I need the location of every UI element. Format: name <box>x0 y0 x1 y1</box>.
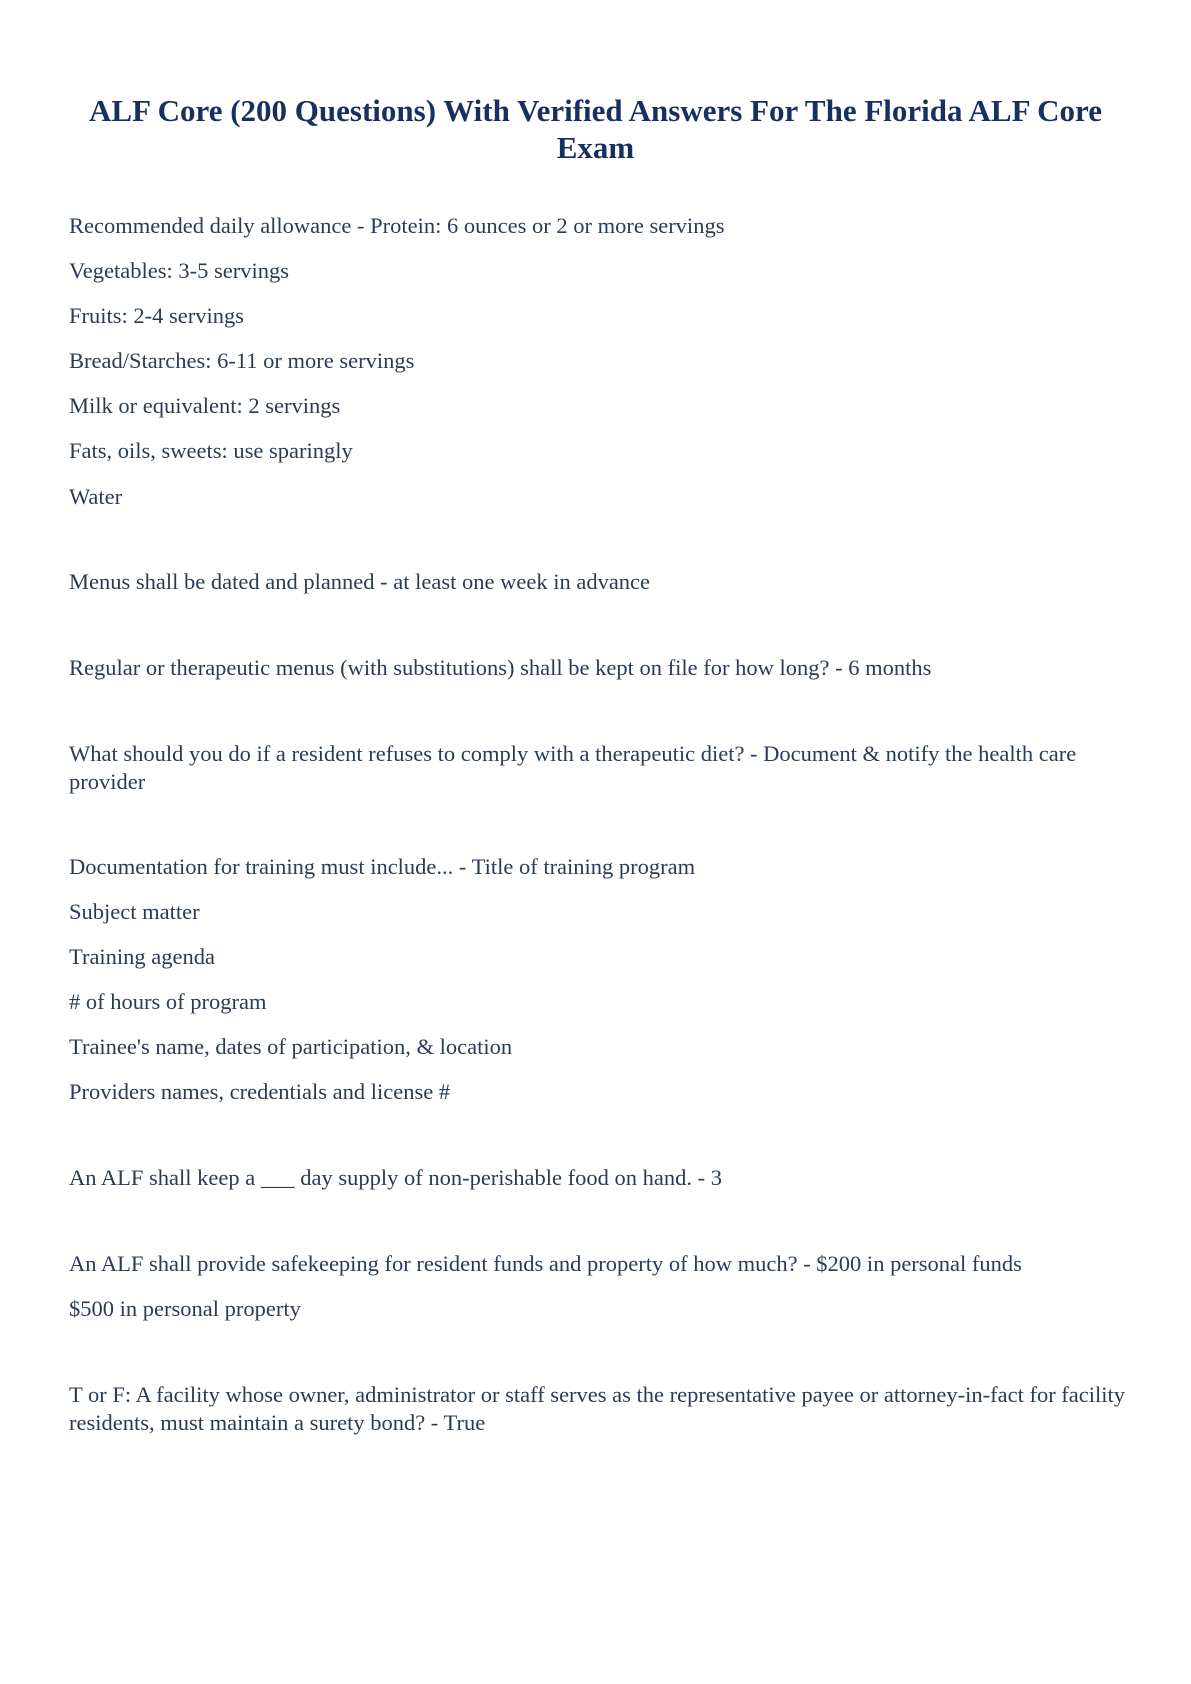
qa-answer-line: # of hours of program <box>69 989 267 1014</box>
qa-question: T or F: A facility whose owner, administrator or staff serves as the representative payee or attorney-in-fact for facility residents, must maintain a surety bond? - True <box>69 1382 1126 1435</box>
qa-answer-line: Milk or equivalent: 2 servings <box>69 393 341 418</box>
qa-answer-line: Vegetables: 3-5 servings <box>69 258 289 283</box>
qa-question: An ALF shall keep a ___ day supply of non-perishable food on hand. - 3 <box>69 1165 723 1190</box>
qa-answer-line: Fruits: 2-4 servings <box>69 303 245 328</box>
qa-answer-line: Providers names, credentials and license # <box>69 1079 451 1104</box>
qa-answer-line: $500 in personal property <box>69 1296 301 1321</box>
qa-question: Documentation for training must include... - Title of training program <box>69 854 696 879</box>
qa-answer-line: Trainee's name, dates of participation, & location <box>69 1034 513 1059</box>
document-title: ALF Core (200 Questions) With Verified Answers For The Florida ALF Core Exam <box>89 93 1102 165</box>
qa-question: Recommended daily allowance - Protein: 6 ounces or 2 or more servings <box>69 213 725 238</box>
qa-question: An ALF shall provide safekeeping for resident funds and property of how much? - $200 in personal funds <box>69 1251 1022 1276</box>
qa-question: What should you do if a resident refuses to comply with a therapeutic diet? - Document & notify the health care provider <box>69 741 1077 794</box>
qa-question: Regular or therapeutic menus (with substitutions) shall be kept on file for how long? - 6 months <box>69 655 932 680</box>
qa-answer-line: Subject matter <box>69 899 200 924</box>
qa-question: Menus shall be dated and planned - at least one week in advance <box>69 569 651 594</box>
qa-answer-line: Bread/Starches: 6-11 or more servings <box>69 348 415 373</box>
qa-answer-line: Training agenda <box>69 944 216 969</box>
qa-answer-line: Water <box>69 484 123 509</box>
qa-answer-line: Fats, oils, sweets: use sparingly <box>69 438 353 463</box>
